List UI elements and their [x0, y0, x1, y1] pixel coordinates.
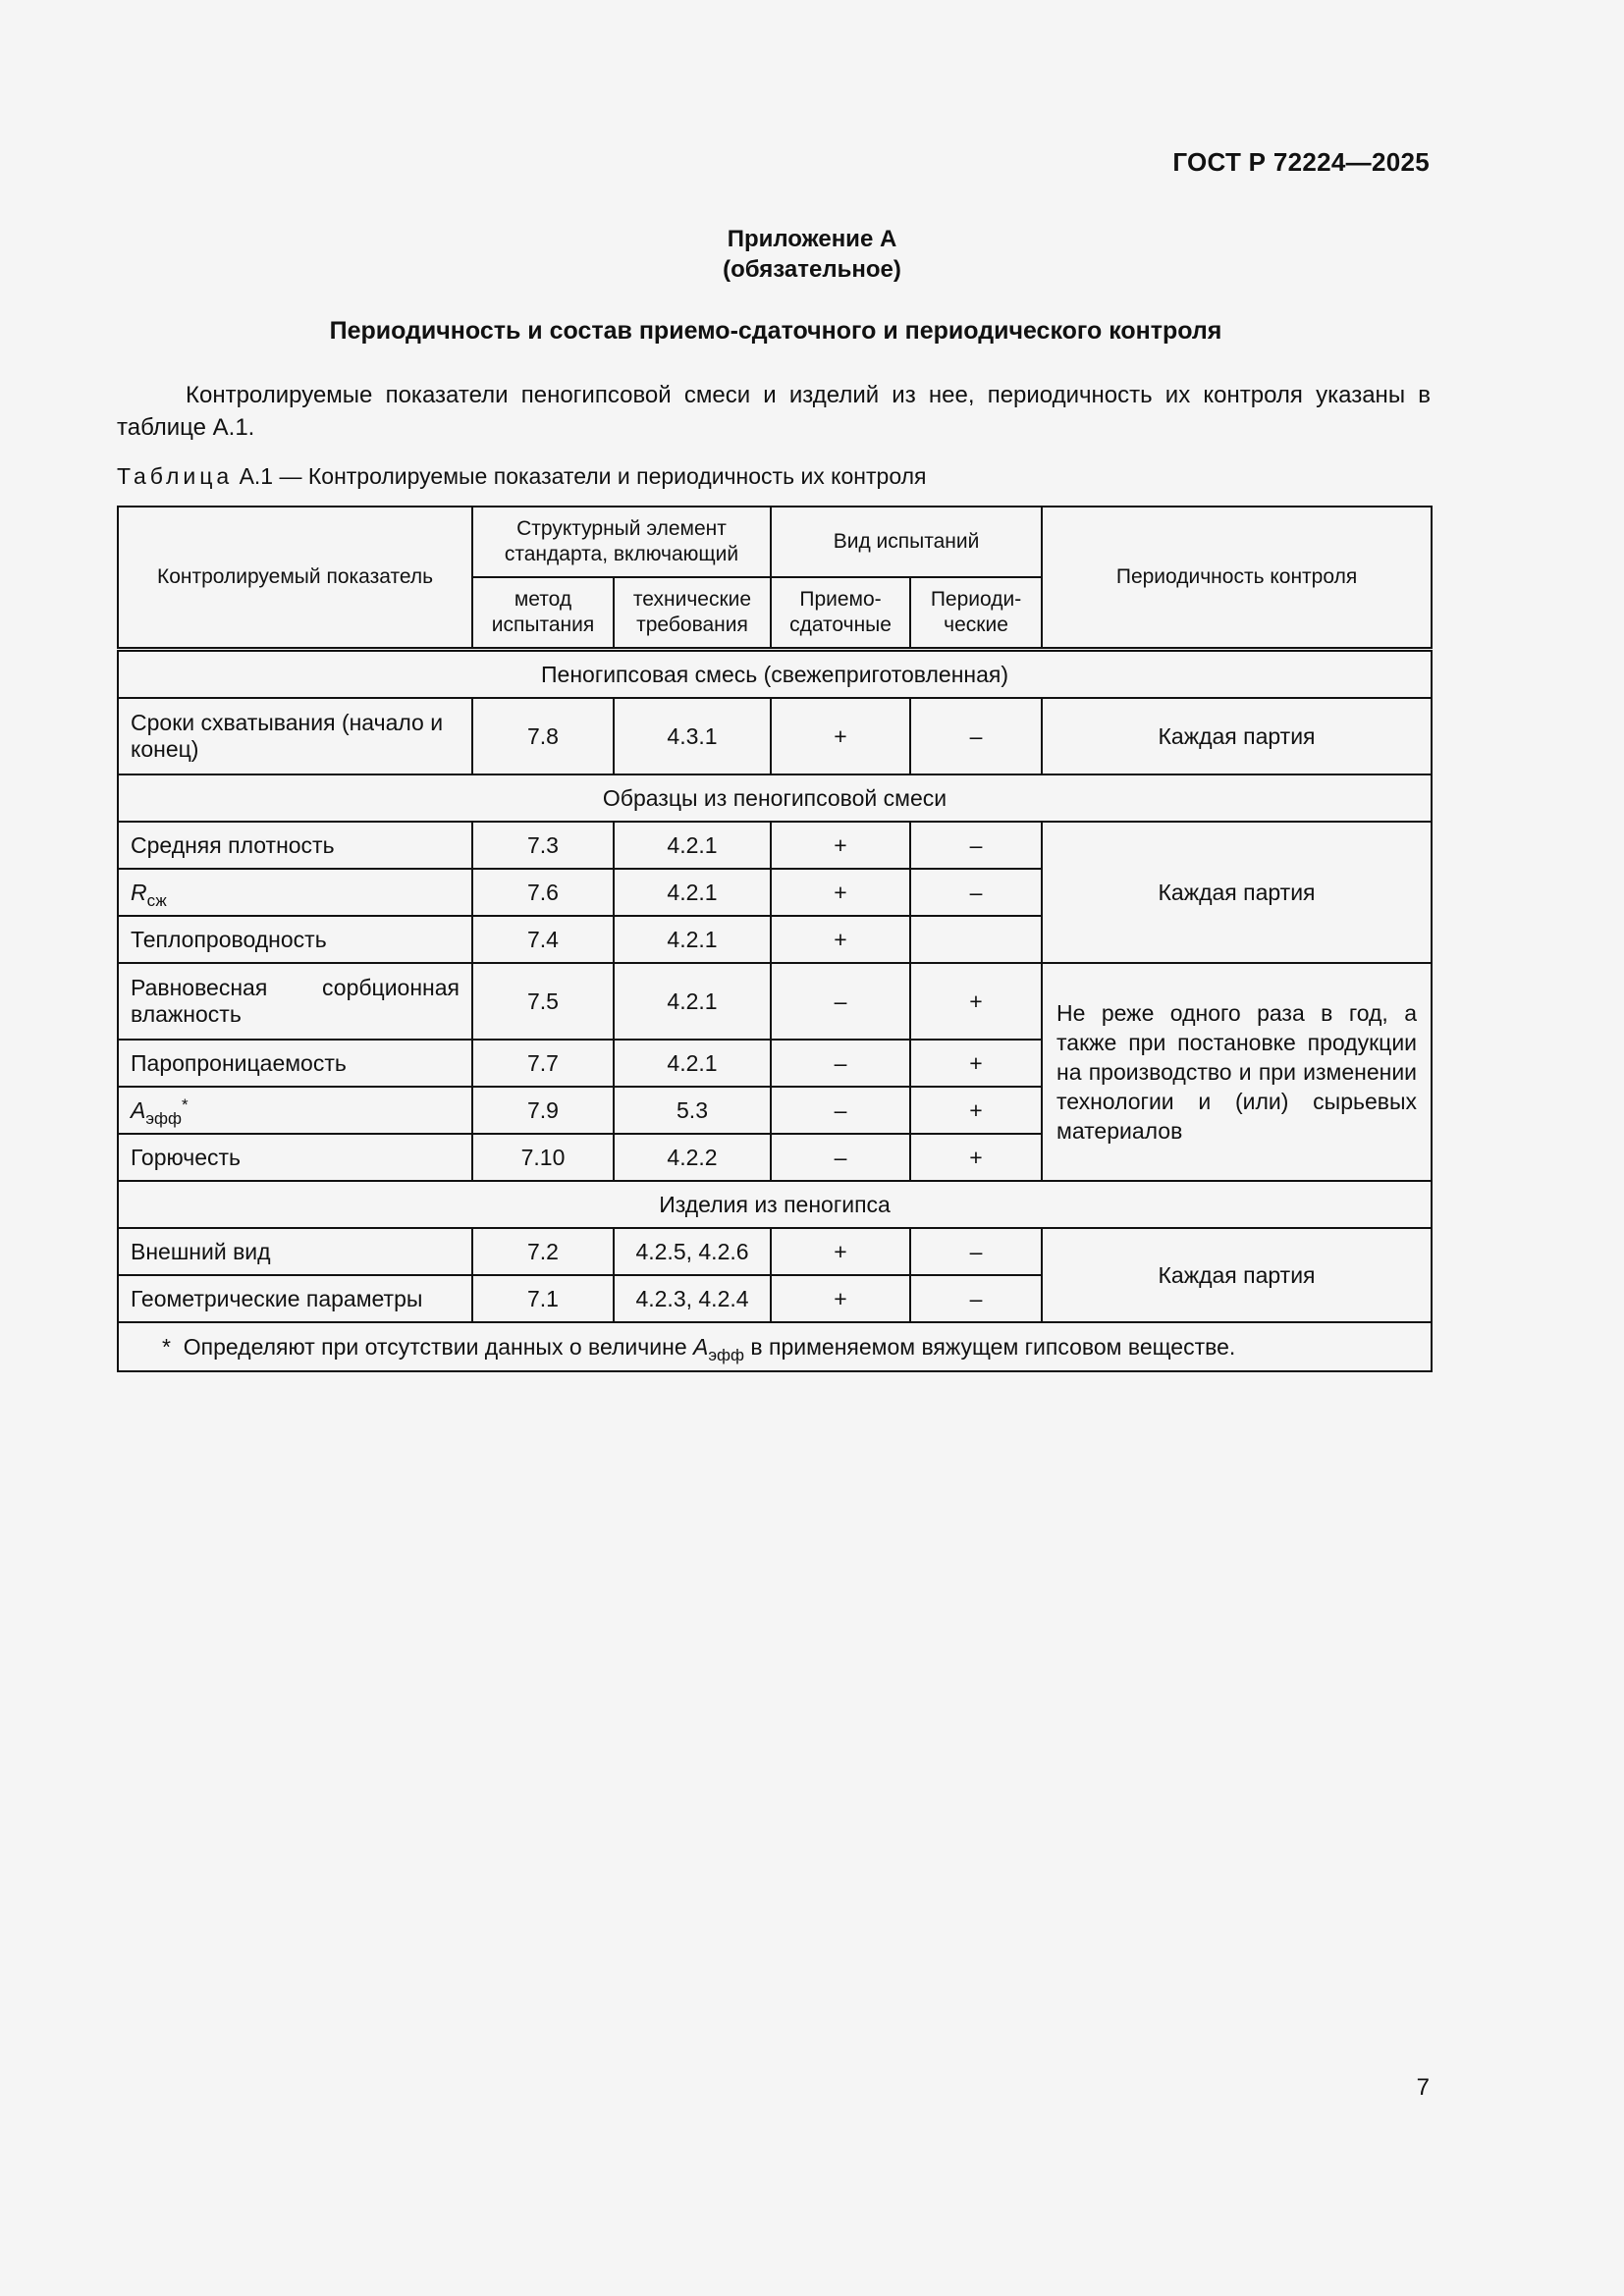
table-caption-label: Таблица [117, 463, 234, 489]
cell-method: 7.10 [472, 1134, 614, 1181]
table-row [118, 698, 1432, 774]
cell-indicator: Равновесная сорбционная влажность [118, 963, 472, 1040]
cell-acceptance: + [771, 1275, 910, 1322]
table-caption [117, 463, 926, 490]
cell-requirements: 4.2.1 [614, 963, 771, 1040]
footnote-text-before: Определяют при отсутствии данных о величине [183, 1333, 687, 1360]
table-row [118, 1228, 1432, 1275]
cell-periodic: – [910, 1228, 1042, 1275]
cell-periodic: – [910, 869, 1042, 916]
cell-acceptance: + [771, 822, 910, 869]
header-requirements: технические требования [614, 577, 771, 650]
footnote-symbol-subscript: эфф [708, 1345, 744, 1364]
cell-periodic: – [910, 698, 1042, 774]
symbol-r-subscript: сж [146, 890, 167, 910]
page-number: 7 [1416, 2074, 1430, 2101]
cell-method: 7.1 [472, 1275, 614, 1322]
cell-periodicity: Каждая партия [1042, 698, 1432, 774]
section-title: Периодичность и состав приемо-сдаточного и периодического контроля [329, 317, 1222, 345]
cell-acceptance: – [771, 963, 910, 1040]
appendix-title: Приложение А [727, 226, 897, 252]
cell-acceptance: + [771, 698, 910, 774]
cell-periodic [910, 916, 1042, 963]
cell-method: 7.5 [472, 963, 614, 1040]
table-footnote [118, 1322, 1432, 1371]
control-table [117, 506, 1433, 1372]
cell-requirements: 4.3.1 [614, 698, 771, 774]
symbol-a: A [131, 1096, 146, 1123]
cell-acceptance: – [771, 1087, 910, 1134]
group-heading: Пеногипсовая смесь (свежеприготовленная) [118, 650, 1432, 699]
cell-periodicity: Каждая партия [1042, 1228, 1432, 1322]
cell-method: 7.7 [472, 1040, 614, 1087]
cell-method: 7.9 [472, 1087, 614, 1134]
footnote-mark: * [162, 1333, 171, 1360]
cell-acceptance: + [771, 869, 910, 916]
header-test-type: Вид испытаний [771, 507, 1042, 577]
cell-acceptance: + [771, 916, 910, 963]
cell-periodicity: Каждая партия [1042, 822, 1432, 963]
cell-requirements: 5.3 [614, 1087, 771, 1134]
group-heading: Образцы из пеногипсовой смеси [118, 774, 1432, 822]
cell-indicator: Горючесть [118, 1134, 472, 1181]
document-id: ГОСТ Р 72224—2025 [1172, 147, 1430, 177]
cell-periodic: + [910, 963, 1042, 1040]
group-heading: Изделия из пеногипса [118, 1181, 1432, 1228]
cell-periodic: + [910, 1087, 1042, 1134]
cell-indicator [118, 869, 472, 916]
header-indicator: Контролируемый показатель [118, 507, 472, 650]
footnote-symbol: A [693, 1333, 709, 1360]
cell-requirements: 4.2.1 [614, 822, 771, 869]
table-caption-text: А.1 — Контролируемые показатели и периодичность их контроля [239, 463, 927, 489]
cell-requirements: 4.2.2 [614, 1134, 771, 1181]
cell-acceptance: + [771, 1228, 910, 1275]
cell-acceptance: – [771, 1134, 910, 1181]
footnote-text-after: в применяемом вяжущем гипсовом веществе. [750, 1333, 1236, 1360]
cell-indicator: Паропроницаемость [118, 1040, 472, 1087]
cell-periodic: – [910, 822, 1042, 869]
cell-indicator: Геометрические параметры [118, 1275, 472, 1322]
appendix-status: (обязательное) [723, 256, 901, 283]
table-row [118, 822, 1432, 869]
cell-requirements: 4.2.1 [614, 916, 771, 963]
cell-periodicity: Не реже одного раза в год, а также при постановке продукции на производство и при изменении технологии и (или) сырьевых материалов [1042, 963, 1432, 1181]
footnote-mark: * [182, 1095, 189, 1114]
intro-paragraph: Контролируемые показатели пеногипсовой смеси и изделий из нее, периодичность их контроля указаны в таблице А.1. [117, 382, 1431, 441]
cell-method: 7.2 [472, 1228, 614, 1275]
header-method: метод испытания [472, 577, 614, 650]
cell-method: 7.6 [472, 869, 614, 916]
header-periodicity: Периодичность контроля [1042, 507, 1432, 650]
cell-indicator: Средняя плотность [118, 822, 472, 869]
header-structural: Структурный элемент стандарта, включающий [472, 507, 771, 577]
cell-indicator: Сроки схватывания (начало и конец) [118, 698, 472, 774]
appendix-heading [0, 224, 1624, 285]
cell-method: 7.3 [472, 822, 614, 869]
cell-acceptance: – [771, 1040, 910, 1087]
table-row [118, 963, 1432, 1040]
cell-periodic: – [910, 1275, 1042, 1322]
symbol-a-subscript: эфф [145, 1108, 182, 1128]
header-periodic: Периоди-ческие [910, 577, 1042, 650]
cell-indicator: Теплопроводность [118, 916, 472, 963]
cell-requirements: 4.2.3, 4.2.4 [614, 1275, 771, 1322]
cell-indicator: Внешний вид [118, 1228, 472, 1275]
symbol-r: R [131, 879, 147, 905]
cell-method: 7.4 [472, 916, 614, 963]
header-acceptance: Приемо-сдаточные [771, 577, 910, 650]
cell-periodic: + [910, 1134, 1042, 1181]
cell-requirements: 4.2.1 [614, 1040, 771, 1087]
cell-periodic: + [910, 1040, 1042, 1087]
cell-method: 7.8 [472, 698, 614, 774]
cell-requirements: 4.2.5, 4.2.6 [614, 1228, 771, 1275]
cell-indicator [118, 1087, 472, 1134]
cell-requirements: 4.2.1 [614, 869, 771, 916]
